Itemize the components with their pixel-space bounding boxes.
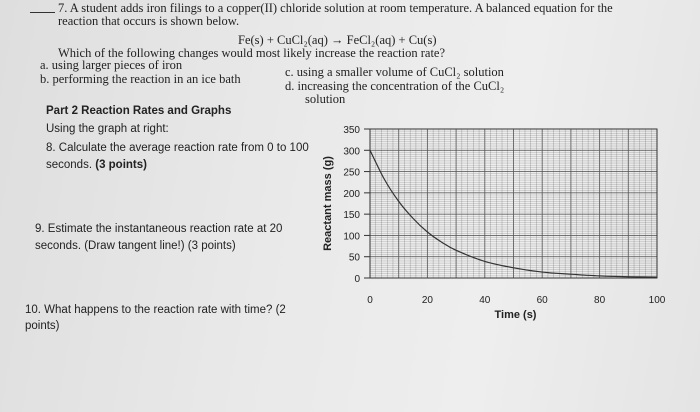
- question-10-line1: 10. What happens to the reaction rate with time? (2: [25, 304, 286, 316]
- y-tick-label: 100: [343, 231, 360, 243]
- y-tick-label: 150: [343, 210, 360, 222]
- chart-grid: [370, 129, 657, 278]
- option-c[interactable]: c. using a smaller volume of CuCl₂ solution: [285, 65, 504, 79]
- q7-equation: Fe(s) + CuCl₂(aq) → FeCl₂(aq) + Cu(s): [238, 33, 437, 47]
- q7-text-line2: reaction that occurs is shown below.: [58, 14, 240, 28]
- y-tick-label: 250: [343, 167, 360, 179]
- option-b[interactable]: b. performing the reaction in an ice bath: [40, 72, 241, 86]
- question-9-line1: 9. Estimate the instantaneous reaction rate at 20: [35, 223, 283, 235]
- option-a[interactable]: a. using larger pieces of iron: [40, 58, 183, 72]
- y-tick-label: 300: [343, 146, 360, 158]
- x-tick-label: 20: [421, 295, 433, 306]
- y-tick-label: 0: [354, 274, 360, 285]
- option-d-continuation: solution: [305, 92, 346, 106]
- q7-text-line1: 7. A student adds iron filings to a copper(II) chloride solution at room temperature. A balanced equation for the: [58, 1, 613, 15]
- y-tick-label: 200: [343, 188, 360, 200]
- part-2-title: Part 2 Reaction Rates and Graphs: [46, 105, 232, 117]
- y-tick-label: 50: [348, 252, 360, 264]
- question-8-line2-text: seconds.: [46, 159, 93, 171]
- q7-prompt: Which of the following changes would most likely increase the reaction rate?: [58, 46, 446, 60]
- option-d[interactable]: d. increasing the concentration of the CuCl₂: [285, 79, 505, 93]
- chart-ticks: [343, 125, 665, 306]
- part-2-intro: Using the graph at right:: [46, 123, 169, 135]
- x-tick-label: 60: [536, 295, 548, 306]
- x-tick-label: 100: [648, 295, 666, 306]
- question-9-line2: seconds. (Draw tangent line!) (3 points): [35, 240, 236, 252]
- x-axis-label: Time (s): [494, 309, 537, 321]
- question-8-line1: 8. Calculate the average reaction rate from 0 to 100: [46, 142, 309, 154]
- y-axis-label: Reactant mass (g): [322, 156, 334, 251]
- x-tick-label: 80: [594, 295, 606, 306]
- x-tick-label: 40: [479, 295, 491, 306]
- question-10-line2: points): [25, 320, 60, 332]
- question-8-points: (3 points): [95, 159, 147, 171]
- y-tick-label: 350: [343, 125, 360, 136]
- x-tick-label: 0: [367, 295, 373, 306]
